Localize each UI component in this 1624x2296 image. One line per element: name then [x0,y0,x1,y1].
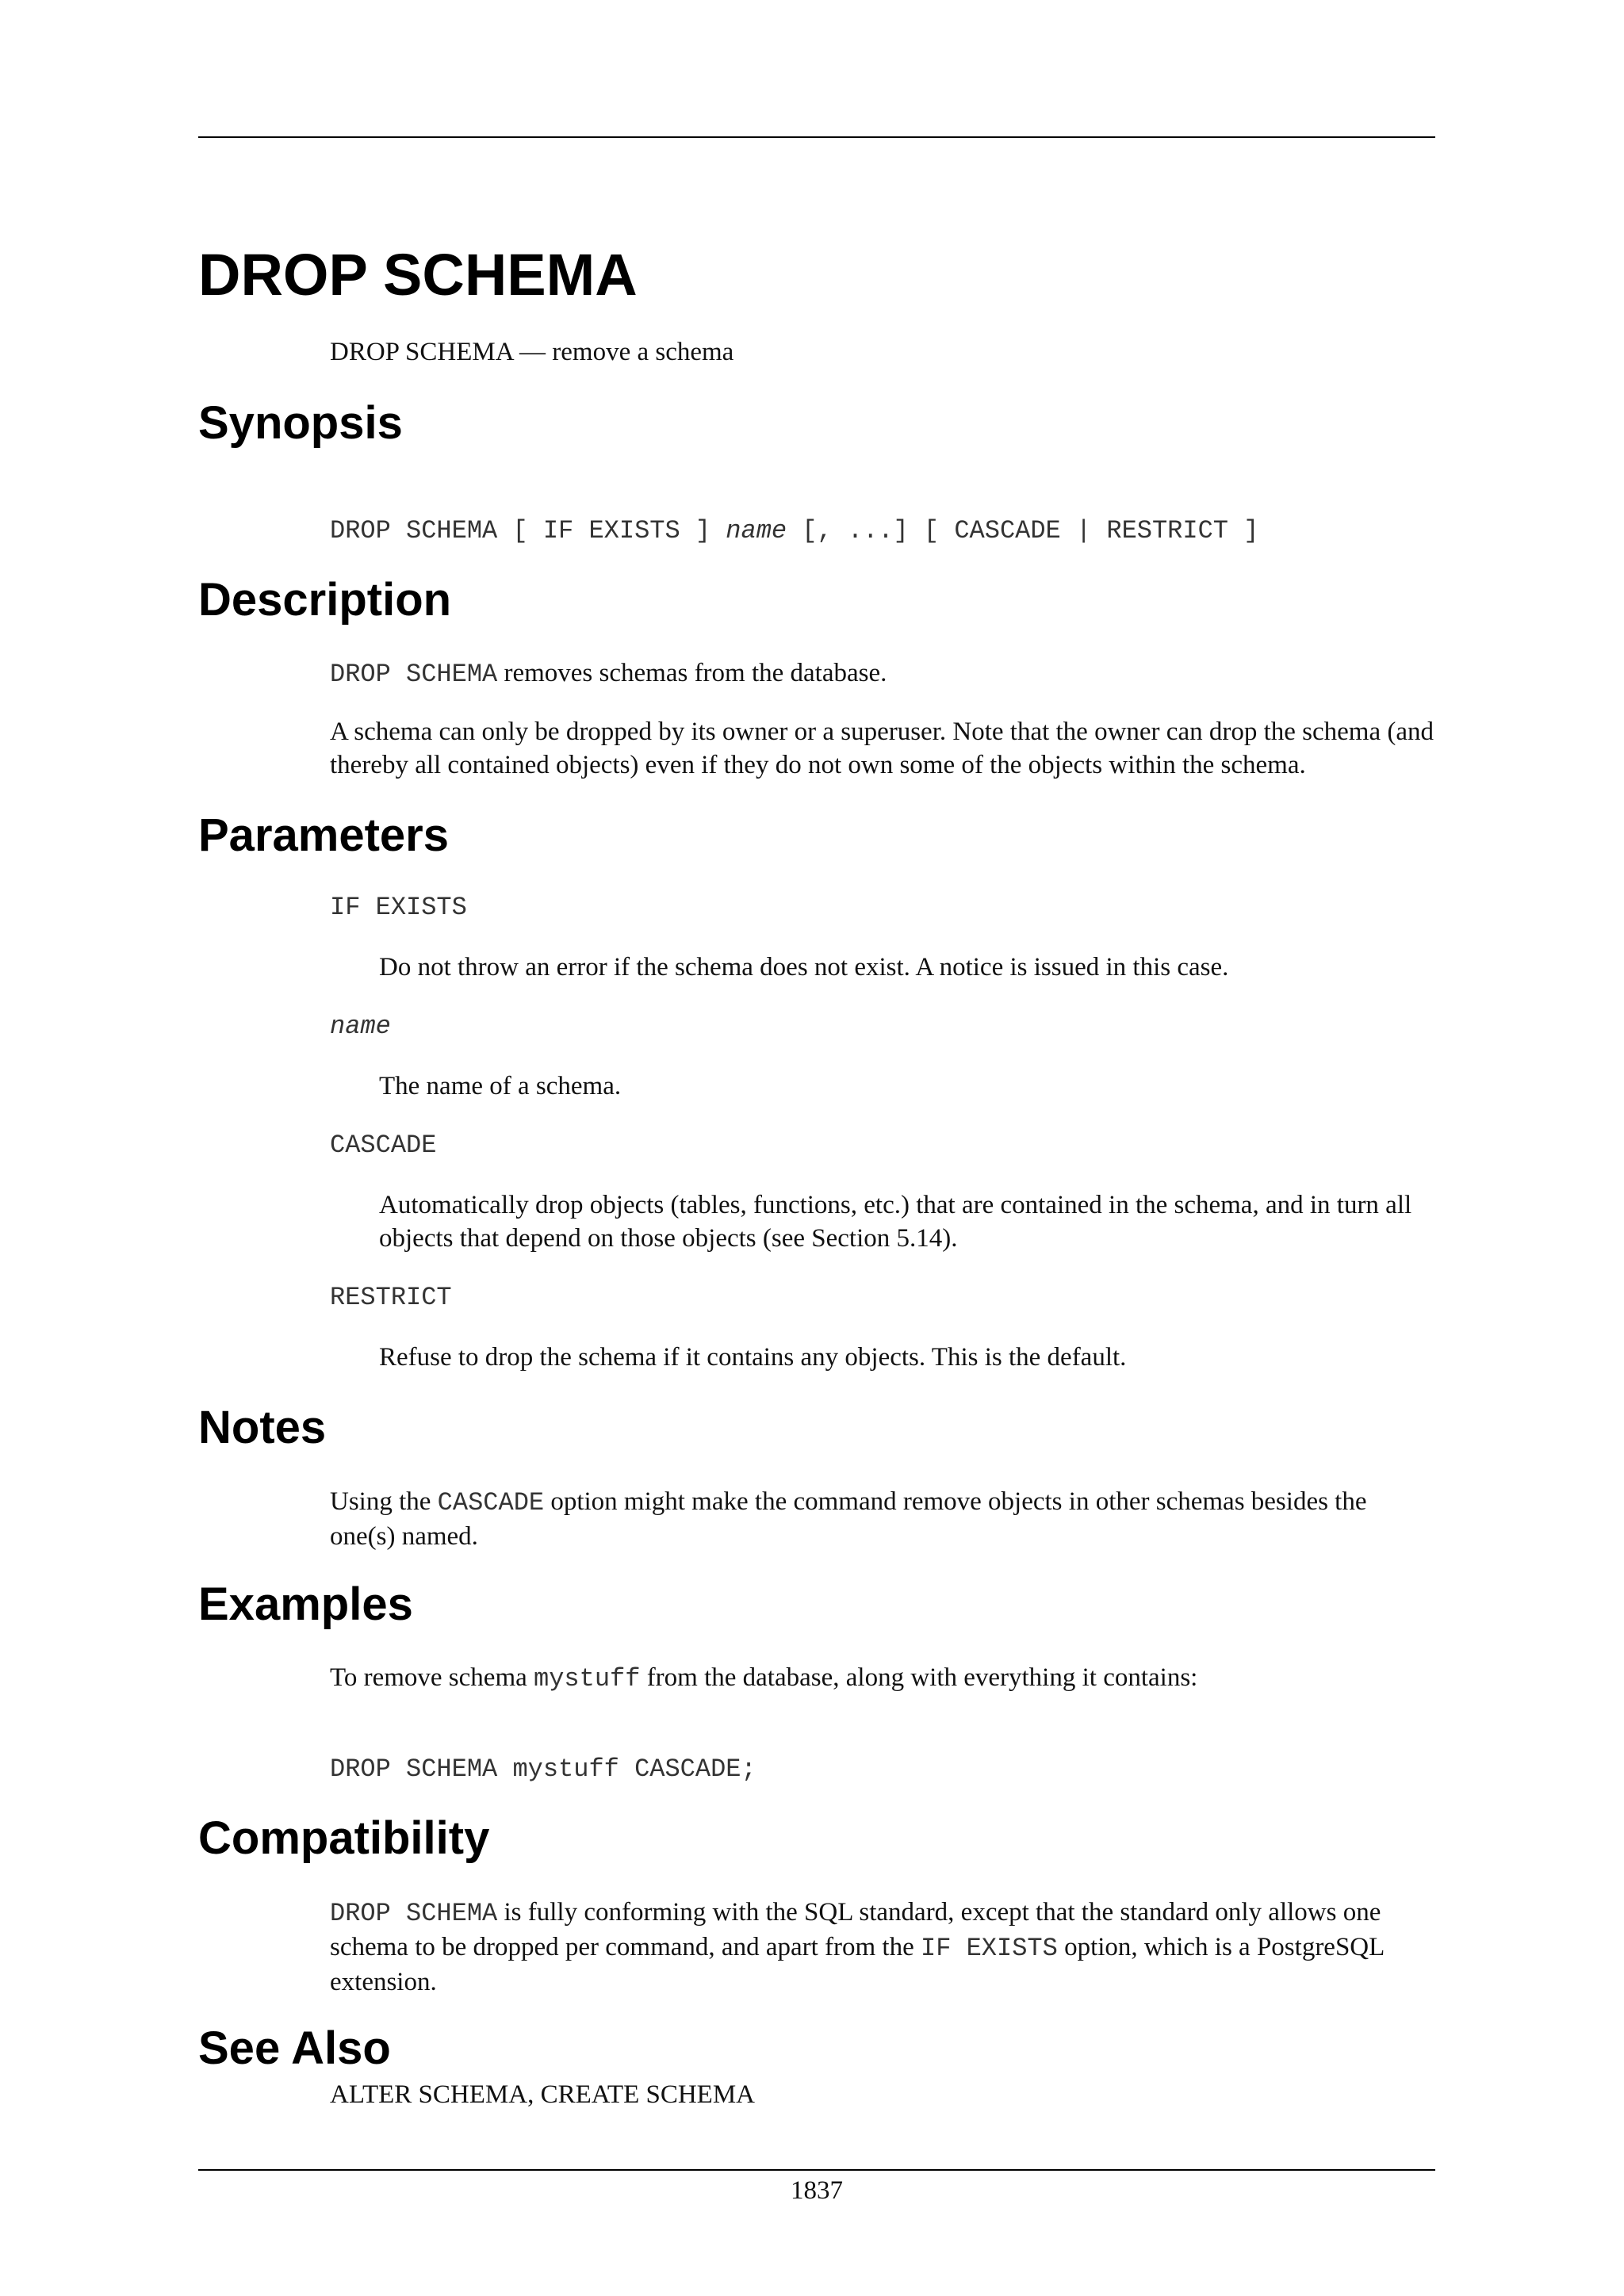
compat-code-1: DROP SCHEMA [330,1899,498,1928]
example-code-block: DROP SCHEMA mystuff CASCADE; [330,1755,756,1784]
description-paragraph-1 [330,656,1435,691]
synopsis-code [330,515,1258,547]
compat-text-1: is fully conforming with the SQL standard, except that the standard only allows one schema to be dropped per command, and apart from the [330,1898,1381,1961]
examples-inline-code: mystuff [534,1664,641,1693]
param-term-cascade: CASCADE [330,1131,437,1160]
notes-pre: Using the [330,1487,438,1516]
description-p1-text: removes schemas from the database. [497,659,887,687]
synopsis-part2: [, ...] [ CASCADE | RESTRICT ] [787,516,1259,545]
description-paragraph-2: A schema can only be dropped by its owner or a superuser. Note that the owner can drop the schema (and thereby all contained objects) even if they do not own some of the objects within the schema. [330,718,1434,779]
compatibility-heading: Compatibility [198,1812,490,1864]
examples-pre: To remove schema [330,1663,534,1692]
page-title: DROP SCHEMA [198,242,638,308]
compatibility-paragraph [330,1896,1435,1999]
parameters-heading: Parameters [198,809,449,861]
refpurpose: DROP SCHEMA — remove a schema [330,338,734,366]
param-desc-cascade: Automatically drop objects (tables, functions, etc.) that are contained in the schema, and in turn all objects that depend on those objects (see Section 5.14). [379,1191,1412,1253]
synopsis-name-param: name [726,516,787,545]
examples-paragraph [330,1661,1435,1696]
compat-code-2: IF EXISTS [920,1934,1058,1963]
page-number: 1837 [791,2176,843,2205]
description-heading: Description [198,574,452,626]
see-also-text: ALTER SCHEMA, CREATE SCHEMA [330,2080,756,2109]
compat-text-2: option, which is a PostgreSQL extension. [330,1933,1385,1996]
param-desc-restrict: Refuse to drop the schema if it contains any objects. This is the default. [379,1343,1127,1372]
notes-paragraph [330,1485,1435,1553]
notes-heading: Notes [198,1402,327,1453]
param-desc-if-exists: Do not throw an error if the schema does not exist. A notice is issued in this case. [379,953,1229,982]
header-rule [198,136,1435,138]
description-command-code: DROP SCHEMA [330,660,498,689]
param-term-if-exists: IF EXISTS [330,893,467,922]
notes-code: CASCADE [437,1488,545,1517]
examples-post: from the database, along with everything it contains: [640,1663,1198,1692]
synopsis-part1: DROP SCHEMA [ IF EXISTS ] [330,516,726,545]
param-term-restrict: RESTRICT [330,1283,452,1312]
param-term-name: name [330,1012,391,1041]
examples-heading: Examples [198,1578,413,1630]
footer-rule [198,2169,1435,2171]
param-desc-name: The name of a schema. [379,1072,622,1100]
synopsis-heading: Synopsis [198,397,403,449]
notes-post: option might make the command remove objects in other schemas besides the one(s) named. [330,1487,1367,1551]
see-also-heading: See Also [198,2022,391,2074]
